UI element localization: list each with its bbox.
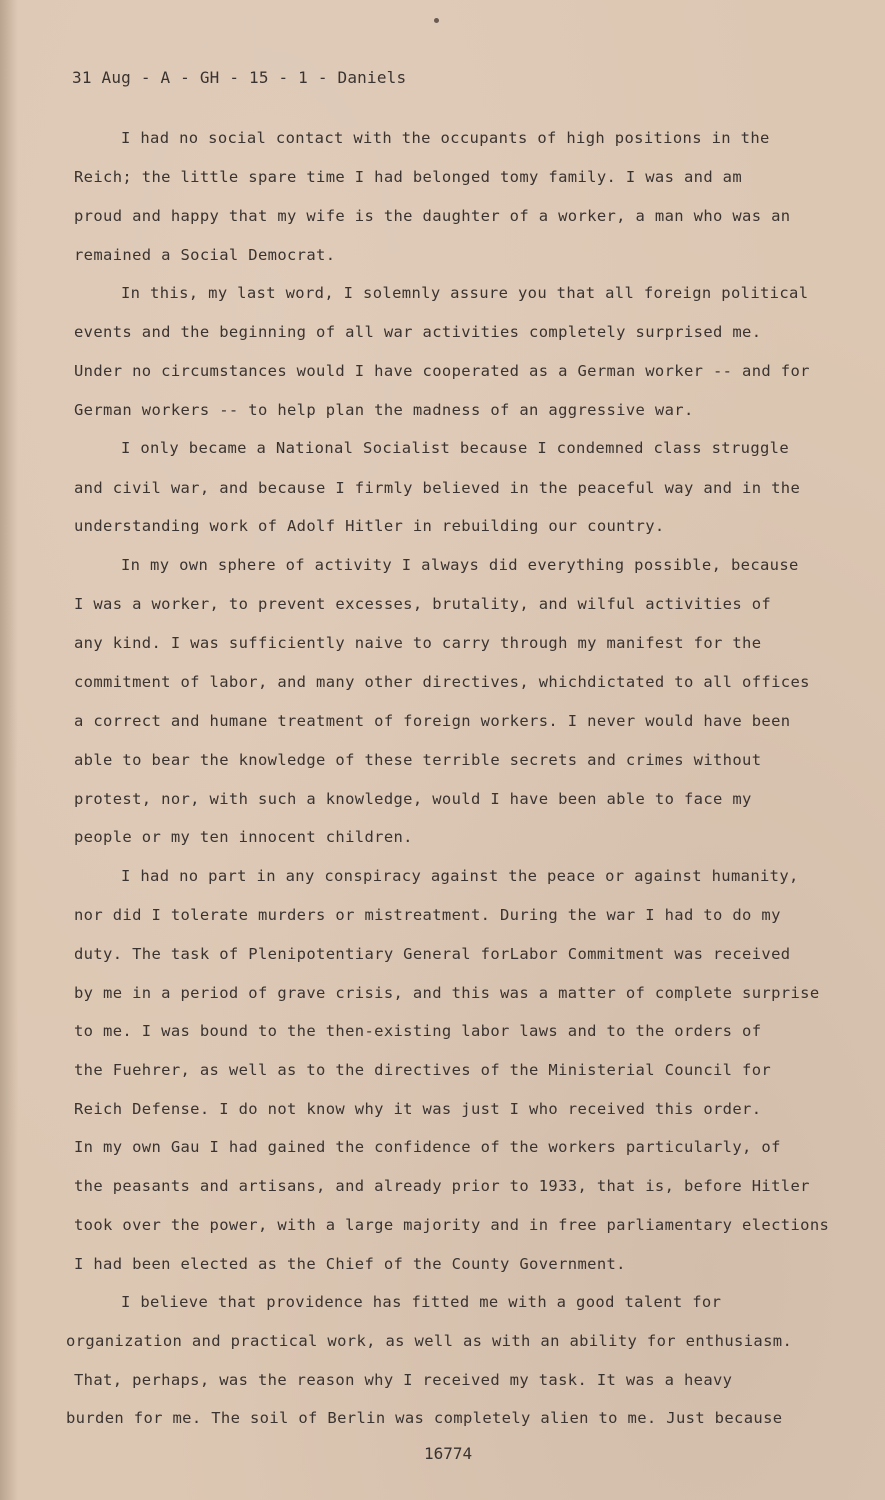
text-line: In my own sphere of activity I always did everything possible, because	[121, 556, 799, 574]
text-line: I had no social contact with the occupants of high positions in the	[121, 129, 770, 147]
text-line: nor did I tolerate murders or mistreatment. During the war I had to do my	[74, 906, 781, 924]
text-line: the Fuehrer, as well as to the directives of the Ministerial Council for	[74, 1061, 772, 1079]
text-line: duty. The task of Plenipotentiary General forLabor Commitment was received	[74, 945, 791, 963]
text-line: Reich Defense. I do not know why it was just I who received this order.	[74, 1100, 762, 1118]
text-line: In this, my last word, I solemnly assure you that all foreign political	[121, 284, 809, 302]
text-line: the peasants and artisans, and already prior to 1933, that is, before Hitler	[74, 1177, 810, 1195]
text-line: I had been elected as the Chief of the County Government.	[74, 1255, 626, 1273]
text-line: organization and practical work, as well as with an ability for enthusiasm.	[66, 1332, 793, 1350]
text-line: Under no circumstances would I have cooperated as a German worker -- and for	[74, 362, 810, 380]
text-line: remained a Social Democrat.	[74, 246, 336, 264]
torn-left-edge	[0, 0, 18, 1500]
text-line: proud and happy that my wife is the daughter of a worker, a man who was an	[74, 207, 791, 225]
text-line: Reich; the little spare time I had belonged tomy family. I was and am	[74, 168, 743, 186]
text-line: protest, nor, with such a knowledge, would I have been able to face my	[74, 790, 752, 808]
text-line: and civil war, and because I firmly believed in the peaceful way and in the	[74, 479, 801, 497]
text-line: German workers -- to help plan the madness of an aggressive war.	[74, 401, 694, 419]
text-line: That, perhaps, was the reason why I received my task. It was a heavy	[74, 1371, 733, 1389]
text-line: a correct and humane treatment of foreign workers. I never would have been	[74, 712, 791, 730]
text-line: by me in a period of grave crisis, and this was a matter of complete surprise	[74, 984, 820, 1002]
text-line: In my own Gau I had gained the confidence of the workers particularly, of	[74, 1138, 781, 1156]
text-line: I only became a National Socialist because I condemned class struggle	[121, 439, 790, 457]
text-line: able to bear the knowledge of these terrible secrets and crimes without	[74, 751, 762, 769]
text-line: burden for me. The soil of Berlin was completely alien to me. Just because	[66, 1409, 783, 1427]
text-line: took over the power, with a large majority and in free parliamentary elections	[74, 1216, 830, 1234]
text-line: I had no part in any conspiracy against the peace or against humanity,	[121, 867, 799, 885]
text-line: events and the beginning of all war activities completely surprised me.	[74, 323, 762, 341]
text-line: I was a worker, to prevent excesses, brutality, and wilful activities of	[74, 595, 772, 613]
text-line: any kind. I was sufficiently naive to carry through my manifest for the	[74, 634, 762, 652]
text-line: to me. I was bound to the then-existing labor laws and to the orders of	[74, 1022, 762, 1040]
paper-mark	[434, 18, 439, 23]
page-number: 16774	[424, 1444, 473, 1463]
document-header: 31 Aug - A - GH - 15 - 1 - Daniels	[72, 68, 407, 87]
text-line: understanding work of Adolf Hitler in rebuilding our country.	[74, 517, 665, 535]
text-line: people or my ten innocent children.	[74, 828, 413, 846]
text-line: commitment of labor, and many other directives, whichdictated to all offices	[74, 673, 810, 691]
text-line: I believe that providence has fitted me with a good talent for	[121, 1293, 722, 1311]
